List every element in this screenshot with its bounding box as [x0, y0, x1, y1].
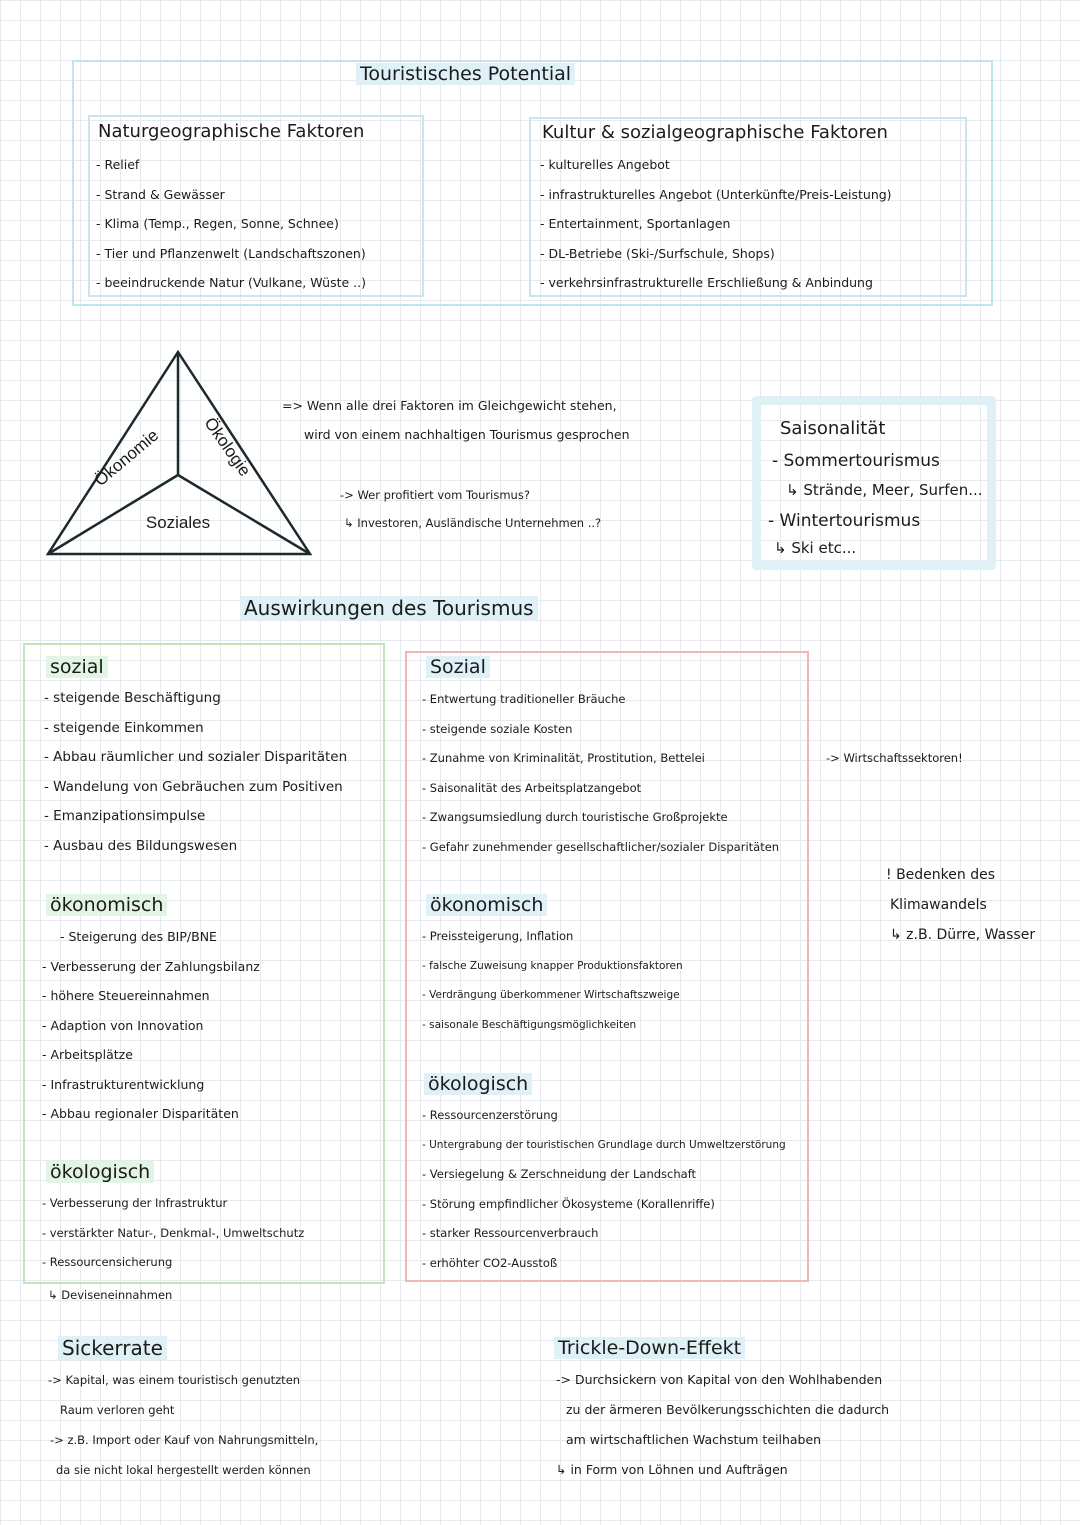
- natur-list: [96, 150, 366, 298]
- list-item: - verstärkter Natur-, Denkmal-, Umweltschutz: [42, 1225, 305, 1240]
- list-item: - Verdrängung überkommener Wirtschaftszweige: [422, 989, 680, 1001]
- list-item: - steigende Einkommen: [44, 719, 204, 736]
- list-item: - Arbeitsplätze: [42, 1047, 133, 1062]
- list-item: - Tier und Pflanzenwelt (Landschaftszonen): [96, 245, 366, 261]
- trickle-line-1: -> Durchsickern von Kapital von den Wohlhabenden: [556, 1372, 883, 1387]
- sickerrate-heading: Sickerrate: [58, 1336, 167, 1360]
- list-item: - verkehrsinfrastrukturelle Erschließung & Anbindung: [540, 275, 873, 290]
- list-item: - Infrastrukturentwicklung: [42, 1076, 205, 1092]
- sickerrate-line-1: -> Kapital, was einem touristisch genutzten: [48, 1373, 301, 1387]
- triangle-label-oekonomie: Ökonomie: [90, 425, 163, 490]
- list-item: - Abbau regionaler Disparitäten: [42, 1106, 239, 1121]
- pos-oekonomisch-list: [42, 922, 260, 1129]
- saison-item-1: - Sommertourismus: [772, 451, 940, 471]
- list-item: - erhöhter CO2-Ausstoß: [422, 1255, 558, 1270]
- sustain-line-1: => Wenn alle drei Faktoren im Gleichgewicht stehen,: [282, 398, 617, 413]
- pos-oekonomisch-heading: ökonomisch: [46, 893, 167, 917]
- pos-sozial-list: [44, 684, 347, 861]
- list-item: - Wandelung von Gebräuchen zum Positiven: [44, 778, 343, 795]
- list-item: - falsche Zuweisung knapper Produktionsfaktoren: [422, 959, 683, 972]
- neg-oekonomisch-heading: ökonomisch: [426, 893, 547, 917]
- neg-sozial-heading: Sozial: [426, 655, 490, 679]
- neg-oekonomisch-list: [422, 922, 683, 1040]
- list-item: - Saisonalität des Arbeitsplatzangebot: [422, 780, 642, 795]
- list-item: - saisonale Beschäftigungsmöglichkeiten: [422, 1018, 637, 1031]
- list-item: - Zwangsumsiedlung durch touristische Großprojekte: [422, 810, 728, 824]
- pos-oekologisch-heading: ökologisch: [46, 1160, 154, 1184]
- trickle-line-2: zu der ärmeren Bevölkerungsschichten die dadurch: [566, 1402, 890, 1417]
- list-item: - Entwertung traditioneller Bräuche: [422, 692, 626, 706]
- saison-item-4: ↳ Ski etc...: [774, 539, 857, 557]
- list-item: - Relief: [96, 157, 140, 172]
- list-item: - Entertainment, Sportanlagen: [540, 216, 731, 231]
- list-item: - steigende soziale Kosten: [422, 721, 573, 736]
- pos-devisen: ↳ Deviseneinnahmen: [48, 1288, 173, 1302]
- list-item: - starker Ressourcenverbrauch: [422, 1226, 599, 1240]
- list-item: - Klima (Temp., Regen, Sonne, Schnee): [96, 216, 339, 231]
- neg-sozial-list: [422, 685, 779, 862]
- impact-title: Auswirkungen des Tourismus: [240, 596, 538, 620]
- list-item: - Versiegelung & Zerschneidung der Landschaft: [422, 1167, 697, 1181]
- neg-oekologisch-heading: ökologisch: [424, 1072, 532, 1096]
- sustain-question: -> Wer profitiert vom Tourismus?: [340, 488, 530, 502]
- list-item: - steigende Beschäftigung: [44, 690, 221, 706]
- kultur-list: [540, 150, 892, 298]
- list-item: - Störung empfindlicher Ökosysteme (Korallenriffe): [422, 1196, 715, 1211]
- sustain-line-2: wird von einem nachhaltigen Tourismus gesprochen: [304, 427, 630, 442]
- sickerrate-line-3: -> z.B. Import oder Kauf von Nahrungsmitteln,: [50, 1433, 319, 1447]
- pos-sozial-heading: sozial: [46, 655, 108, 679]
- list-item: - höhere Steuereinnahmen: [42, 988, 210, 1003]
- list-item: - beeindruckende Natur (Vulkane, Wüste ..): [96, 275, 366, 290]
- list-item: - Abbau räumlicher und sozialer Disparitäten: [44, 749, 348, 765]
- list-item: - DL-Betriebe (Ski-/Surfschule, Shops): [540, 245, 775, 261]
- natur-heading: Naturgeographische Faktoren: [98, 121, 365, 142]
- list-item: - Untergrabung der touristischen Grundlage durch Umweltzerstörung: [422, 1138, 786, 1151]
- list-item: - Ressourcensicherung: [42, 1255, 173, 1269]
- list-item: - kulturelles Angebot: [540, 157, 670, 172]
- list-item: - Zunahme von Kriminalität, Prostitution, Bettelei: [422, 751, 705, 765]
- side-klima-3: ↳ z.B. Dürre, Wasser: [890, 927, 1036, 943]
- side-klima-1: ! Bedenken des: [886, 867, 995, 883]
- list-item: - Adaption von Innovation: [42, 1017, 204, 1033]
- side-wirtschaftssektoren: -> Wirtschaftssektoren!: [826, 751, 963, 765]
- list-item: - Steigerung des BIP/BNE: [60, 929, 217, 944]
- list-item: - infrastrukturelles Angebot (Unterkünfte/Preis-Leistung): [540, 186, 892, 202]
- side-klima-2: Klimawandels: [890, 897, 987, 913]
- trickle-line-3: am wirtschaftlichen Wachstum teilhaben: [566, 1432, 822, 1447]
- saison-heading: Saisonalität: [780, 418, 886, 439]
- pos-oekologisch-list: [42, 1189, 304, 1278]
- list-item: - Preissteigerung, Inflation: [422, 929, 574, 943]
- list-item: - Ausbau des Bildungswesen: [44, 837, 238, 854]
- sustain-answer: ↳ Investoren, Ausländische Unternehmen ..?: [344, 516, 602, 530]
- triangle-label-oekologie: Ökologie: [200, 413, 255, 480]
- list-item: - Ressourcenzerstörung: [422, 1108, 558, 1122]
- sickerrate-line-4: da sie nicht lokal hergestellt werden können: [56, 1463, 311, 1477]
- kultur-heading: Kultur & sozialgeographische Faktoren: [542, 122, 888, 143]
- list-item: - Verbesserung der Infrastruktur: [42, 1196, 228, 1210]
- sickerrate-line-2: Raum verloren geht: [60, 1403, 175, 1417]
- neg-oekologisch-list: [422, 1101, 786, 1278]
- sustainability-triangle: [40, 340, 320, 565]
- list-item: - Verbesserung der Zahlungsbilanz: [42, 958, 260, 974]
- trickle-heading: Trickle-Down-Effekt: [554, 1336, 745, 1360]
- list-item: - Emanzipationsimpulse: [44, 808, 206, 824]
- saison-item-3: - Wintertourismus: [768, 511, 921, 531]
- list-item: - Gefahr zunehmender gesellschaftlicher/sozialer Disparitäten: [422, 839, 780, 854]
- page-title: Touristisches Potential: [356, 62, 575, 86]
- list-item: - Strand & Gewässer: [96, 186, 225, 202]
- saison-item-2: ↳ Strände, Meer, Surfen...: [786, 481, 983, 499]
- triangle-label-soziales: Soziales: [145, 513, 211, 532]
- trickle-line-4: ↳ in Form von Löhnen und Aufträgen: [556, 1462, 788, 1477]
